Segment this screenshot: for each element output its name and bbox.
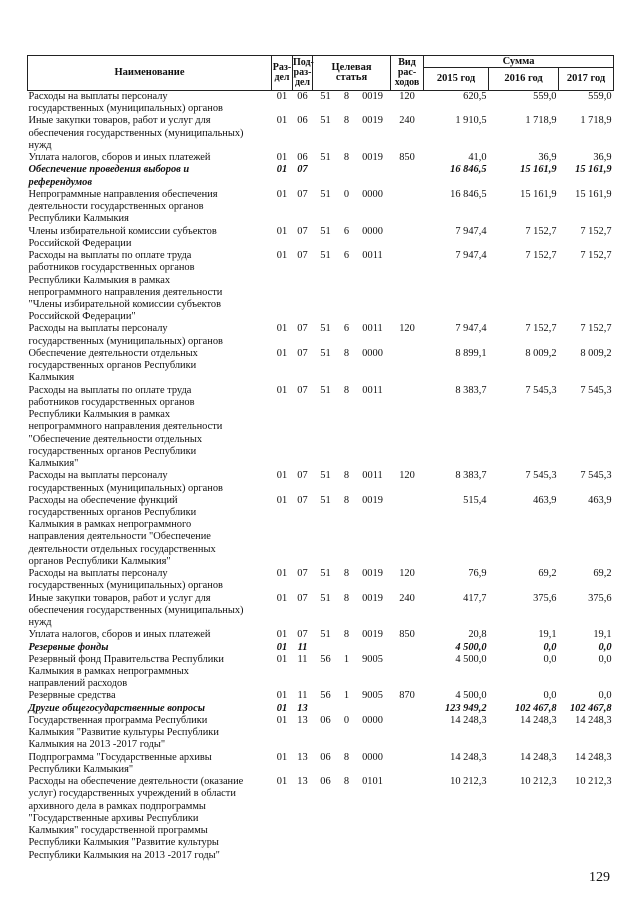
cell-target-direction: 8 (343, 470, 350, 482)
cell-target-program: 51 (320, 470, 331, 482)
cell-podrazdel: 13 (297, 751, 308, 763)
cell-vid (391, 703, 424, 715)
row-name: Резервные средства (28, 690, 116, 702)
cell-sum-2015: 8 383,7 (455, 470, 487, 482)
cell-sum-2017: 36,9 (593, 152, 612, 164)
cell-vid (391, 752, 424, 776)
cell-target-code: 0101 (362, 776, 383, 788)
cell-vid: 870 (399, 690, 415, 702)
cell-sum-2017: 559,0 (588, 91, 612, 102)
cell-vid: 120 (399, 91, 415, 102)
cell-podrazdel: 07 (297, 384, 308, 396)
table-header (28, 56, 614, 91)
cell-target-direction: 0 (343, 188, 350, 200)
cell-sum-2016: 19,1 (538, 629, 557, 641)
cell-sum-2015: 41,0 (468, 152, 487, 164)
cell-target-direction: 8 (343, 384, 350, 396)
cell-sum-2016: 1 718,9 (525, 115, 557, 127)
cell-sum-2016: 102 467,8 (514, 702, 557, 714)
section-row (28, 703, 614, 715)
table-row (28, 629, 614, 641)
cell-target-code: 9005 (362, 653, 383, 665)
cell-razdel: 01 (276, 323, 288, 335)
cell-sum-2017: 375,6 (588, 592, 612, 604)
cell-target-program: 51 (320, 225, 331, 237)
cell-target-code (355, 703, 391, 715)
row-name: Иные закупки товаров, работ и услуг для обеспечения государственных (муниципальных) нужд (28, 115, 244, 151)
cell-razdel: 01 (276, 751, 288, 763)
cell-target-direction: 8 (343, 592, 350, 604)
row-name: Обеспечение деятельности отдельных государственных органов Республики Калмыкия (28, 347, 198, 384)
cell-target-program: 51 (320, 347, 331, 359)
cell-sum-2015: 417,7 (463, 592, 487, 604)
cell-podrazdel: 11 (297, 653, 308, 665)
cell-vid: 850 (399, 629, 415, 641)
cell-sum-2017: 15 161,9 (575, 188, 612, 200)
cell-razdel: 01 (276, 470, 288, 482)
cell-podrazdel: 06 (297, 115, 308, 127)
row-name: Расходы на выплаты персоналу государственных (муниципальных) органов (28, 568, 223, 592)
cell-podrazdel: 07 (297, 164, 308, 176)
cell-sum-2017: 7 545,3 (580, 470, 612, 482)
cell-target-code: 0000 (362, 751, 383, 763)
header-2017: 2017 год (559, 68, 614, 91)
cell-sum-2015: 620,5 (463, 91, 487, 102)
header-target-article: Целевая статья (313, 56, 391, 91)
cell-sum-2016: 559,0 (533, 91, 557, 102)
table-row (28, 776, 614, 862)
cell-podrazdel: 07 (297, 188, 308, 200)
cell-vid: 120 (399, 323, 415, 335)
cell-sum-2017: 7 152,7 (580, 323, 612, 335)
cell-target-direction: 8 (343, 568, 350, 580)
cell-razdel: 01 (276, 384, 288, 396)
cell-vid: 120 (399, 470, 415, 482)
cell-sum-2015: 4 500,0 (455, 641, 487, 653)
cell-podrazdel: 07 (297, 470, 308, 482)
cell-sum-2015: 16 846,5 (450, 188, 487, 200)
cell-razdel: 01 (276, 592, 288, 604)
cell-sum-2016: 36,9 (538, 152, 557, 164)
cell-target-code: 0000 (362, 188, 383, 200)
table-row (28, 470, 614, 494)
row-name: Иные закупки товаров, работ и услуг для обеспечения государственных (муниципальных) нужд (28, 592, 244, 629)
cell-podrazdel: 07 (297, 250, 308, 262)
cell-sum-2015: 7 947,4 (455, 323, 487, 335)
table-row (28, 752, 614, 776)
cell-target-direction: 8 (343, 494, 350, 506)
table-row (28, 115, 614, 152)
header-2015: 2015 год (424, 68, 489, 91)
cell-target-code: 0019 (362, 91, 383, 102)
cell-target-code: 0019 (362, 115, 383, 127)
cell-target-direction: 6 (343, 225, 350, 237)
row-name: Резервный фонд Правительства Республики Калмыкия в рамках непрограммных направлений расходов (28, 653, 224, 690)
row-name: Члены избирательной комиссии субъектов Российской Федерации (28, 225, 217, 249)
cell-target-program: 51 (320, 188, 331, 200)
cell-target-program: 51 (320, 384, 331, 396)
cell-sum-2015: 10 212,3 (450, 776, 487, 788)
table-row (28, 690, 614, 702)
cell-target-code: 0000 (362, 347, 383, 359)
cell-target-program: 56 (320, 653, 331, 665)
cell-sum-2016: 69,2 (538, 568, 557, 580)
cell-vid: 240 (399, 115, 415, 127)
section-row (28, 164, 614, 188)
table-row (28, 568, 614, 592)
table-row (28, 323, 614, 347)
cell-target-program: 51 (320, 152, 331, 164)
cell-vid (391, 189, 424, 226)
cell-sum-2017: 0,0 (598, 653, 612, 665)
header-podrazdel: Под- раз- дел (293, 56, 313, 91)
cell-sum-2015: 4 500,0 (455, 653, 487, 665)
cell-target-code: 0019 (362, 629, 383, 641)
cell-sum-2016: 7 152,7 (525, 323, 557, 335)
table-row (28, 385, 614, 471)
cell-vid (391, 226, 424, 250)
cell-sum-2015: 8 899,1 (455, 347, 487, 359)
cell-target-direction (339, 703, 355, 715)
cell-sum-2015: 4 500,0 (455, 690, 487, 702)
cell-target-program: 51 (320, 592, 331, 604)
cell-target-program: 51 (320, 250, 331, 262)
cell-target-code: 0011 (362, 470, 383, 482)
table-row (28, 593, 614, 630)
table-row (28, 189, 614, 226)
cell-razdel: 01 (276, 714, 288, 726)
cell-target-program (313, 642, 339, 654)
cell-target-program (313, 703, 339, 715)
table-row (28, 715, 614, 752)
row-name: Расходы на обеспечение функций государственных органов Республики Калмыкия в рамках непрограммного направления деятельности "Обеспечение деятельности отдельных государственных органов Республики Калмыкия" (28, 494, 216, 567)
row-name: Расходы на выплаты персоналу государственных (муниципальных) органов (28, 323, 223, 347)
cell-target-direction: 1 (343, 653, 350, 665)
cell-razdel: 01 (276, 702, 288, 714)
cell-sum-2017: 15 161,9 (575, 164, 612, 176)
cell-razdel: 01 (276, 568, 288, 580)
cell-target-program: 51 (320, 91, 331, 102)
cell-sum-2016: 0,0 (543, 690, 557, 702)
cell-sum-2015: 16 846,5 (450, 164, 487, 176)
cell-vid: 240 (399, 592, 415, 604)
cell-sum-2016: 7 545,3 (525, 470, 557, 482)
cell-target-direction: 8 (343, 91, 350, 102)
budget-table (27, 55, 614, 862)
cell-podrazdel: 06 (297, 91, 308, 102)
cell-sum-2016: 0,0 (543, 641, 557, 653)
header-name: Наименование (28, 56, 272, 91)
cell-vid (391, 348, 424, 385)
cell-podrazdel: 07 (297, 568, 308, 580)
cell-vid: 120 (399, 568, 415, 580)
cell-razdel: 01 (276, 347, 288, 359)
cell-sum-2015: 14 248,3 (450, 714, 487, 726)
cell-vid (391, 164, 424, 188)
cell-sum-2017: 7 152,7 (580, 225, 612, 237)
cell-vid (391, 776, 424, 862)
cell-sum-2017: 19,1 (593, 629, 612, 641)
cell-razdel: 01 (276, 629, 288, 641)
header-razdel: Раз- дел (272, 56, 293, 91)
cell-sum-2015: 1 910,5 (455, 115, 487, 127)
cell-sum-2017: 14 248,3 (575, 751, 612, 763)
cell-target-direction: 8 (343, 776, 350, 788)
cell-podrazdel: 07 (297, 225, 308, 237)
table-row (28, 152, 614, 164)
cell-sum-2016: 15 161,9 (520, 188, 557, 200)
cell-podrazdel: 13 (297, 702, 308, 714)
cell-podrazdel: 13 (297, 776, 308, 788)
cell-sum-2017: 0,0 (598, 641, 612, 653)
cell-podrazdel: 11 (297, 641, 308, 653)
cell-razdel: 01 (276, 164, 288, 176)
cell-sum-2015: 123 949,2 (444, 702, 487, 714)
cell-razdel: 01 (276, 653, 288, 665)
table-row (28, 495, 614, 568)
cell-podrazdel: 07 (297, 629, 308, 641)
row-name: Резервные фонды (28, 641, 109, 653)
table-row (28, 250, 614, 323)
cell-razdel: 01 (276, 188, 288, 200)
cell-sum-2016: 10 212,3 (520, 776, 557, 788)
table-row (28, 226, 614, 250)
cell-razdel: 01 (276, 494, 288, 506)
row-name: Расходы на выплаты персоналу государственных (муниципальных) органов (28, 91, 223, 115)
cell-target-code (355, 642, 391, 654)
cell-target-direction: 8 (343, 751, 350, 763)
cell-podrazdel: 13 (297, 714, 308, 726)
cell-target-program: 51 (320, 494, 331, 506)
cell-sum-2017: 1 718,9 (580, 115, 612, 127)
cell-sum-2017: 69,2 (593, 568, 612, 580)
cell-target-code: 0019 (362, 494, 383, 506)
row-name: Подпрограмма "Государственные архивы Республики Калмыкия" (28, 751, 212, 775)
cell-target-program: 51 (320, 115, 331, 127)
row-name: Расходы на обеспечение деятельности (оказание услуг) государственных учреждений в области архивного дела в рамках подпрограммы "Государственные архивы Республики Калмыкия" государственной программы Республики Калмыкия "Развитие культуры Республики Калмыкия на 2013 -2017 годы" (28, 776, 244, 861)
cell-sum-2017: 8 009,2 (580, 347, 612, 359)
cell-target-code: 0019 (362, 592, 383, 604)
cell-target-direction: 6 (343, 250, 350, 262)
cell-sum-2016: 7 545,3 (525, 384, 557, 396)
cell-vid (391, 250, 424, 323)
cell-target-direction: 8 (343, 347, 350, 359)
cell-target-direction: 1 (343, 690, 350, 702)
header-vid: Вид рас- ходов (391, 56, 424, 91)
row-name: Обеспечение проведения выборов и референдумов (28, 164, 190, 188)
cell-podrazdel: 06 (297, 152, 308, 164)
cell-sum-2017: 102 467,8 (569, 702, 612, 714)
row-name: Расходы на выплаты по оплате труда работников государственных органов Республики Калмыкия в рамках непрограммного направления деятельности "Обеспечение деятельности отдельных государственных органов Республики Калмыкия" (28, 384, 223, 470)
cell-target-code (355, 164, 391, 188)
cell-razdel: 01 (276, 115, 288, 127)
cell-target-program: 56 (320, 690, 331, 702)
cell-sum-2016: 7 152,7 (525, 250, 557, 262)
header-2016: 2016 год (489, 68, 559, 91)
cell-razdel: 01 (276, 690, 288, 702)
cell-target-program: 51 (320, 568, 331, 580)
cell-target-code: 0011 (362, 384, 383, 396)
cell-target-program: 51 (320, 629, 331, 641)
cell-target-program: 51 (320, 323, 331, 335)
cell-target-direction: 8 (343, 152, 350, 164)
cell-sum-2016: 375,6 (533, 592, 557, 604)
table-body (28, 91, 614, 862)
cell-vid (391, 642, 424, 654)
cell-razdel: 01 (276, 641, 288, 653)
cell-sum-2015: 76,9 (468, 568, 487, 580)
cell-target-program (313, 164, 339, 188)
cell-target-program: 06 (320, 714, 331, 726)
cell-sum-2017: 10 212,3 (575, 776, 612, 788)
cell-target-code: 0019 (362, 568, 383, 580)
cell-target-direction: 0 (343, 714, 350, 726)
table-row (28, 654, 614, 691)
table-row (28, 91, 614, 116)
cell-razdel: 01 (276, 250, 288, 262)
row-name: Уплата налогов, сборов и иных платежей (28, 629, 211, 641)
row-name: Уплата налогов, сборов и иных платежей (28, 152, 211, 164)
cell-podrazdel: 07 (297, 347, 308, 359)
cell-target-code: 0019 (362, 152, 383, 164)
cell-razdel: 01 (276, 152, 288, 164)
cell-sum-2017: 0,0 (598, 690, 612, 702)
cell-target-program: 06 (320, 776, 331, 788)
cell-sum-2017: 463,9 (588, 494, 612, 506)
cell-sum-2016: 8 009,2 (525, 347, 557, 359)
row-name: Государственная программа Республики Калмыкия "Развитие культуры Республики Калмыкия на 2013 -2017 годы" (28, 714, 219, 751)
cell-target-direction: 8 (343, 115, 350, 127)
row-name: Расходы на выплаты по оплате труда работников государственных органов Республики Калмыкия в рамках непрограммного направления деятельности "Члены избирательной комиссии субъектов Российской Федерации" (28, 250, 223, 323)
row-name: Непрограммные направления обеспечения деятельности государственных органов Республики Калмыкия (28, 188, 218, 225)
cell-sum-2015: 7 947,4 (455, 250, 487, 262)
cell-target-direction (339, 164, 355, 188)
cell-vid: 850 (399, 152, 415, 164)
cell-sum-2016: 15 161,9 (520, 164, 557, 176)
header-sum: Сумма (424, 56, 614, 68)
cell-sum-2017: 7 545,3 (580, 384, 612, 396)
cell-podrazdel: 07 (297, 592, 308, 604)
row-name: Другие общегосударственные вопросы (28, 702, 205, 714)
cell-sum-2015: 8 383,7 (455, 384, 487, 396)
cell-target-direction: 6 (343, 323, 350, 335)
cell-target-direction: 8 (343, 629, 350, 641)
cell-razdel: 01 (276, 776, 288, 788)
cell-vid (391, 715, 424, 752)
cell-sum-2015: 7 947,4 (455, 225, 487, 237)
cell-target-code: 0011 (362, 323, 383, 335)
cell-sum-2017: 14 248,3 (575, 714, 612, 726)
row-name: Расходы на выплаты персоналу государственных (муниципальных) органов (28, 470, 223, 494)
cell-razdel: 01 (276, 225, 288, 237)
cell-sum-2015: 14 248,3 (450, 751, 487, 763)
cell-target-program: 06 (320, 751, 331, 763)
cell-podrazdel: 07 (297, 494, 308, 506)
cell-sum-2015: 20,8 (468, 629, 487, 641)
cell-podrazdel: 07 (297, 323, 308, 335)
cell-vid (391, 495, 424, 568)
cell-target-code: 0000 (362, 225, 383, 237)
cell-sum-2016: 0,0 (543, 653, 557, 665)
cell-sum-2016: 463,9 (533, 494, 557, 506)
cell-sum-2016: 14 248,3 (520, 751, 557, 763)
cell-vid (391, 654, 424, 691)
cell-sum-2015: 515,4 (463, 494, 487, 506)
cell-sum-2017: 7 152,7 (580, 250, 612, 262)
cell-target-code: 0000 (362, 714, 383, 726)
cell-target-code: 9005 (362, 690, 383, 702)
cell-sum-2016: 14 248,3 (520, 714, 557, 726)
cell-sum-2016: 7 152,7 (525, 225, 557, 237)
cell-target-code: 0011 (362, 250, 383, 262)
section-row (28, 642, 614, 654)
page-number: 129 (589, 870, 610, 885)
cell-target-direction (339, 642, 355, 654)
cell-vid (391, 385, 424, 471)
cell-podrazdel: 11 (297, 690, 308, 702)
cell-razdel: 01 (276, 91, 288, 102)
table-row (28, 348, 614, 385)
